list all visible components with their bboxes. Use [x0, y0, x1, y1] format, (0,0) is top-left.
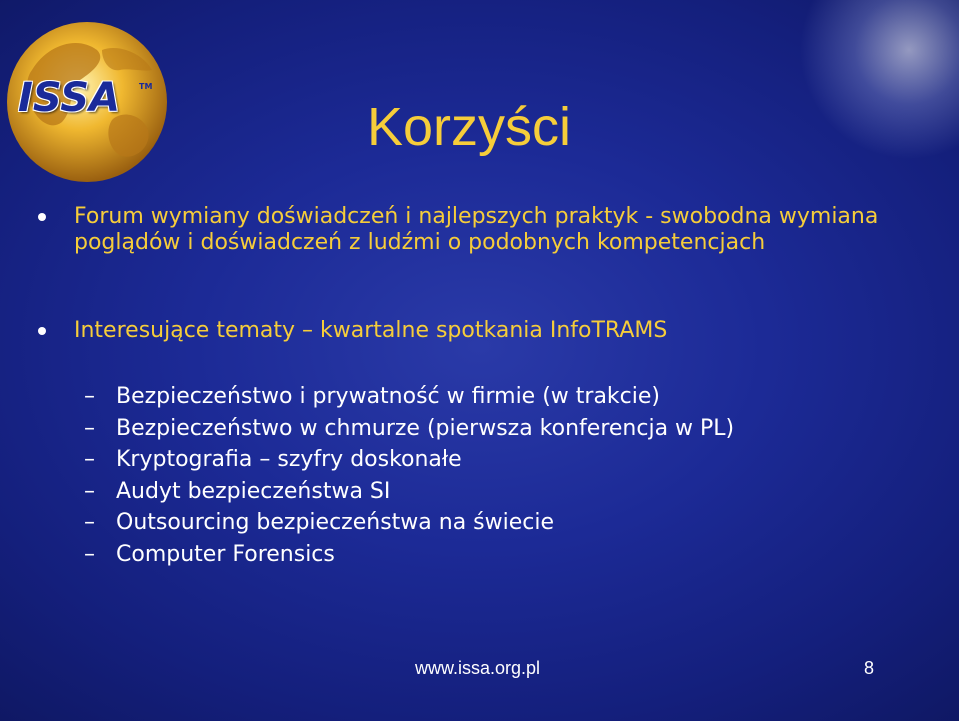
sub-text: Computer Forensics — [116, 541, 335, 567]
sub-dash: – — [84, 510, 95, 535]
corner-glow — [799, 0, 959, 160]
sub-list — [84, 383, 924, 572]
slide-title: Korzyści — [367, 97, 572, 157]
bullet-text: Forum wymiany doświadczeń i najlepszych praktyk - swobodna wymiana poglądów i doświadczeń z ludźmi o podobnych kompetencjach — [74, 204, 879, 255]
logo-trademark: TM — [139, 82, 153, 91]
bullet-text: Interesujące tematy – kwartalne spotkania InfoTRAMS — [74, 318, 668, 343]
sub-list-item — [84, 415, 924, 447]
sub-text: Bezpieczeństwo i prywatność w firmie (w trakcie) — [116, 384, 660, 409]
sub-dash: – — [84, 447, 95, 472]
bullet-item — [74, 204, 894, 256]
sub-text: Bezpieczeństwo w chmurze (pierwsza konferencja w PL) — [116, 415, 735, 441]
sub-text: Outsourcing bezpieczeństwa na świecie — [116, 510, 555, 535]
bullet-item — [74, 318, 894, 344]
sub-dash: – — [84, 415, 95, 441]
page-number: 8 — [864, 658, 875, 678]
sub-dash: – — [84, 541, 95, 567]
logo-text: ISSA — [18, 75, 121, 121]
sub-text: Kryptografia – szyfry doskonałe — [116, 447, 462, 472]
sub-text: Audyt bezpieczeństwa SI — [116, 478, 391, 504]
bullet-dot-icon — [38, 327, 46, 335]
sub-list-item — [84, 541, 924, 573]
sub-list-item — [84, 383, 924, 415]
sub-list-item — [84, 446, 924, 478]
bullet-dot-icon — [38, 213, 46, 221]
sub-dash: – — [84, 478, 95, 504]
footer-url[interactable]: www.issa.org.pl — [415, 658, 541, 678]
sub-list-item — [84, 478, 924, 510]
sub-dash: – — [84, 384, 95, 409]
sub-list-item — [84, 509, 924, 541]
